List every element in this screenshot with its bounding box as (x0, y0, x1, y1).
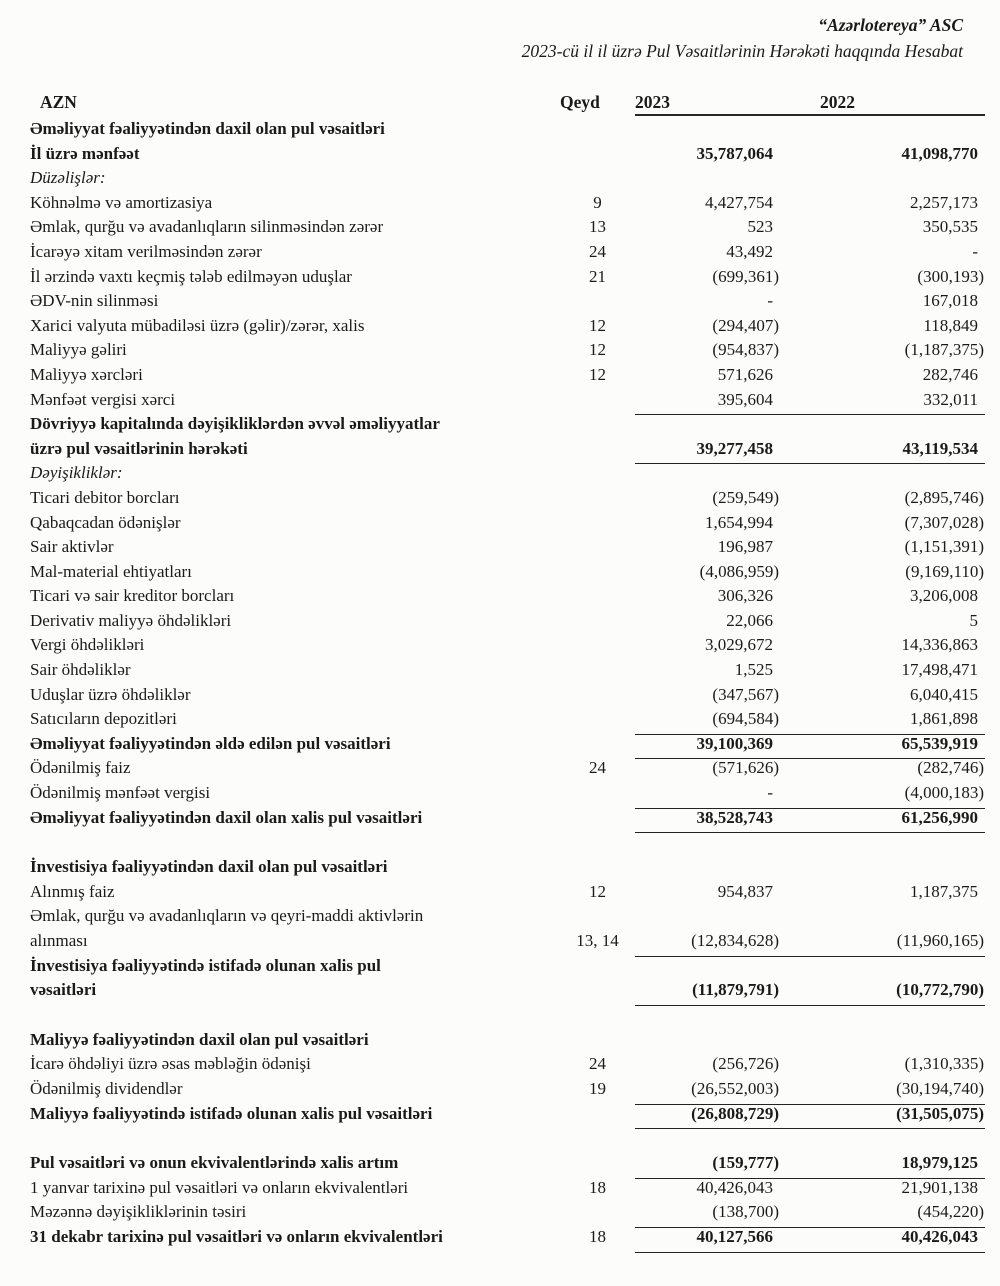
row-value-2023: 954,837 (717, 881, 773, 901)
row-label: 1 yanvar tarixinə pul vəsaitləri və onların ekvivalentləri (30, 1177, 409, 1197)
row-label: Derivativ maliyyə öhdəlikləri (30, 610, 232, 630)
row-value-2023: 4,427,754 (705, 192, 773, 212)
row-value-2023: 40,127,566 (696, 1226, 773, 1246)
row-value-2023 (635, 1028, 780, 1053)
row-label: Sair öhdəliklər (30, 660, 131, 680)
row-value-2022: (1,187,375) (904, 340, 984, 360)
table-row (30, 633, 985, 658)
row-value-2023: (4,086,959) (699, 561, 779, 581)
report-title: 2023-cü il il üzrə Pul Vəsaitlərinin Hərəkəti haqqında Hesabat (521, 41, 963, 61)
row-label: Dəyişikliklər: (30, 463, 123, 483)
row-value-2022: 18,979,125 (901, 1153, 978, 1173)
row-label: Ödənilmiş faiz (30, 758, 131, 778)
row-value-2022 (820, 166, 985, 191)
row-value-2023: (12,834,628) (691, 931, 779, 950)
row-value-2022: 282,746 (922, 364, 978, 384)
row-value-2023: 3,029,672 (705, 635, 773, 655)
row-label: Ödənilmiş mənfəət vergisi (30, 783, 211, 803)
row-value-2022: (7,307,028) (904, 512, 984, 532)
row-value-2023: - (767, 783, 773, 803)
row-label: Maliyyə gəliri (30, 340, 127, 360)
row-value-2023: 571,626 (717, 364, 773, 384)
row-value-2022: 332,011 (923, 389, 978, 409)
row-value-2022: (11,960,165) (896, 931, 984, 950)
table-row (30, 880, 985, 905)
row-value-2023: (138,700) (712, 1202, 779, 1222)
table-row (30, 166, 985, 191)
row-value-2023: 306,326 (717, 586, 773, 606)
row-label: Vergi öhdəlikləri (30, 635, 145, 655)
row-label: Xarici valyuta mübadiləsi üzrə (gəlir)/zərər, xalis (30, 315, 365, 335)
row-value-2022: 14,336,863 (901, 635, 978, 655)
row-label: Pul vəsaitləri və onun ekvivalentlərində xalis artım (30, 1153, 399, 1173)
row-value-2023: 1,525 (734, 660, 773, 680)
row-value-2023: 39,100,369 (696, 733, 773, 753)
table-row (30, 1052, 985, 1077)
table-row (30, 215, 985, 240)
row-label: 31 dekabr tarixinə pul vəsaitləri və onların ekvivalentləri (30, 1226, 443, 1246)
row-value-2023: (26,552,003) (691, 1078, 779, 1098)
table-row (30, 388, 985, 413)
table-row (30, 954, 985, 1003)
table-row (30, 338, 985, 363)
row-value-2022: (10,772,790) (896, 980, 984, 1000)
row-value-2022: (300,193) (917, 266, 984, 286)
table-row (30, 806, 985, 831)
row-label: İl üzrə mənfəət (30, 143, 140, 163)
row-value-2022: 61,256,990 (901, 807, 978, 827)
row-value-2022: (282,746) (917, 758, 984, 778)
row-value-2023 (635, 855, 780, 880)
row-note-ref: 18 (589, 1226, 606, 1246)
row-note-ref: 24 (589, 758, 606, 778)
table-row (30, 486, 985, 511)
table-row (30, 1176, 985, 1201)
row-note-ref: 24 (589, 1054, 606, 1074)
column-header-2022: 2022 (820, 92, 855, 112)
row-label: Ticari debitor borcları (30, 487, 180, 507)
row-value-2022: (2,895,746) (904, 487, 984, 507)
row-value-2022: - (972, 241, 978, 261)
row-value-2022 (820, 461, 985, 486)
column-header-note: Qeyd (560, 92, 600, 112)
table-row (30, 117, 985, 142)
row-value-2023: (256,726) (712, 1054, 779, 1074)
row-note-ref: 13, 14 (576, 931, 619, 950)
row-note-ref: 13 (589, 217, 606, 237)
row-value-2022 (820, 855, 985, 880)
row-note-ref: 12 (589, 315, 606, 335)
row-note-ref: 19 (589, 1078, 606, 1098)
row-value-2023: (694,584) (712, 709, 779, 729)
row-value-2023: (571,626) (712, 758, 779, 778)
document-header (30, 12, 985, 64)
row-value-2022: 6,040,415 (910, 684, 978, 704)
row-value-2022: 118,849 (923, 315, 978, 335)
table-row (30, 1102, 985, 1127)
row-note-ref: 12 (589, 881, 606, 901)
table-row (30, 289, 985, 314)
row-label: İcarə öhdəliyi üzrə əsas məbləğin ödənişi (30, 1054, 311, 1074)
row-label: Əməliyyat fəaliyyətindən əldə edilən pul vəsaitləri (30, 733, 391, 753)
table-row (30, 560, 985, 585)
row-value-2022: 41,098,770 (901, 143, 978, 163)
row-value-2023 (635, 461, 780, 486)
column-header-currency: AZN (40, 92, 77, 112)
row-label: Əmlak, qurğu və avadanlıqların silinməsindən zərər (30, 217, 384, 237)
row-value-2022: 65,539,919 (901, 733, 978, 753)
table-row (30, 732, 985, 757)
row-note-ref: 9 (593, 192, 602, 212)
row-label: Əməliyyat fəaliyyətindən daxil olan pul vəsaitləri (30, 119, 385, 138)
row-label: Sair aktivlər (30, 537, 114, 557)
row-note-ref: 21 (589, 266, 606, 286)
table-row (30, 1200, 985, 1225)
statement-body (30, 117, 985, 1250)
table-row (30, 1028, 985, 1053)
row-value-2022: (31,505,075) (896, 1103, 984, 1123)
row-value-2022: 167,018 (922, 291, 978, 311)
table-row (30, 855, 985, 880)
row-value-2022: 5 (969, 610, 978, 630)
table-row (30, 461, 985, 486)
table-row (30, 142, 985, 167)
column-header-2023: 2023 (635, 92, 670, 112)
row-value-2022: 350,535 (922, 217, 978, 237)
row-label: Düzəlişlər: (30, 168, 106, 188)
table-row (30, 314, 985, 339)
table-row (30, 535, 985, 560)
row-label: Satıcıların depozitləri (30, 709, 177, 729)
row-value-2023: 523 (747, 217, 773, 237)
row-label: Köhnəlmə və amortizasiya (30, 192, 213, 212)
row-value-2023: (954,837) (712, 340, 779, 360)
row-value-2022: (1,151,391) (904, 537, 984, 557)
table-row (30, 412, 985, 461)
row-label: Maliyyə fəaliyyətində istifadə olunan xalis pul vəsaitləri (30, 1103, 433, 1123)
row-label: Maliyyə fəaliyyətindən daxil olan pul vəsaitləri (30, 1029, 369, 1049)
row-value-2022: 1,187,375 (910, 881, 978, 901)
row-label: Məzənnə dəyişikliklərinin təsiri (30, 1202, 247, 1222)
row-value-2023: (699,361) (712, 266, 779, 286)
row-label: Mənfəət vergisi xərci (30, 389, 176, 409)
row-label: Alınmış faiz (30, 881, 115, 901)
table-row (30, 191, 985, 216)
table-row (30, 240, 985, 265)
row-value-2022: 21,901,138 (901, 1177, 978, 1197)
row-value-2023: (259,549) (712, 487, 779, 507)
row-note-ref: 18 (589, 1177, 606, 1197)
row-value-2023: (11,879,791) (692, 980, 779, 1000)
row-label: İnvestisiya fəaliyyətindən daxil olan pul vəsaitləri (30, 857, 388, 877)
row-value-2023 (635, 117, 780, 142)
row-value-2023: 1,654,994 (705, 512, 773, 532)
row-note-ref: 12 (589, 340, 606, 360)
table-row (30, 1151, 985, 1176)
row-value-2022: 2,257,173 (910, 192, 978, 212)
row-value-2023: 395,604 (717, 389, 773, 409)
table-row (30, 781, 985, 806)
row-value-2022: 1,861,898 (910, 709, 978, 729)
row-value-2023: 196,987 (717, 537, 773, 557)
row-label: ƏDV-nin silinməsi (30, 291, 159, 311)
row-label: İcarəyə xitam verilməsindən zərər (30, 241, 262, 261)
table-column-header (30, 90, 985, 114)
row-value-2022: (4,000,183) (904, 783, 984, 803)
row-value-2022 (820, 1028, 985, 1053)
table-row (30, 584, 985, 609)
table-row (30, 707, 985, 732)
row-label: Ödənilmiş dividendlər (30, 1078, 183, 1098)
table-row (30, 363, 985, 388)
row-value-2022: (1,310,335) (904, 1054, 984, 1074)
table-row (30, 265, 985, 290)
row-label: İnvestisiya fəaliyyətində istifadə olunan xalis pul vəsaitləri (30, 955, 381, 1000)
table-row (30, 904, 985, 953)
row-label: Əməliyyat fəaliyyətindən daxil olan xalis pul vəsaitləri (30, 807, 423, 827)
row-label: Ticari və sair kreditor borcları (30, 586, 235, 606)
table-row (30, 683, 985, 708)
row-value-2022: (454,220) (917, 1202, 984, 1222)
row-label: İl ərzində vaxtı keçmiş tələb edilməyən uduşlar (30, 266, 352, 286)
row-value-2022: 17,498,471 (901, 660, 978, 680)
row-value-2023: 40,426,043 (696, 1177, 773, 1197)
row-label: Uduşlar üzrə öhdəliklər (30, 684, 191, 704)
row-value-2023: 35,787,064 (696, 143, 773, 163)
row-value-2023: (159,777) (712, 1153, 779, 1173)
table-row (30, 609, 985, 634)
table-row (30, 1077, 985, 1102)
row-value-2022: 43,119,534 (902, 438, 978, 458)
company-name: “Azərlotereya” ASC (818, 15, 963, 35)
row-value-2022: 40,426,043 (901, 1226, 978, 1246)
row-value-2023: 22,066 (726, 610, 773, 630)
row-value-2022: (9,169,110) (905, 561, 984, 581)
row-value-2023: 39,277,458 (696, 438, 773, 458)
row-value-2023: - (767, 291, 773, 311)
table-row (30, 1225, 985, 1250)
row-label: Qabaqcadan ödənişlər (30, 512, 181, 532)
row-value-2023: (294,407) (712, 315, 779, 335)
table-row (30, 658, 985, 683)
table-row (30, 511, 985, 536)
row-value-2022 (820, 117, 985, 142)
row-value-2023: (26,808,729) (691, 1103, 779, 1123)
row-value-2023: 38,528,743 (696, 807, 773, 827)
row-label: Mal-material ehtiyatları (30, 561, 192, 581)
row-value-2022: 3,206,008 (910, 586, 978, 606)
row-note-ref: 12 (589, 364, 606, 384)
table-row (30, 756, 985, 781)
row-value-2023: 43,492 (726, 241, 773, 261)
row-value-2022: (30,194,740) (896, 1078, 984, 1098)
row-label: Maliyyə xərcləri (30, 364, 143, 384)
row-label: Əmlak, qurğu və avadanlıqların və qeyri-maddi aktivlərin alınması (30, 906, 424, 950)
row-note-ref: 24 (589, 241, 606, 261)
row-value-2023 (635, 166, 780, 191)
row-label: Dövriyyə kapitalında dəyişikliklərdən əvvəl əməliyyatlar üzrə pul vəsaitlərinin hərəkəti (30, 414, 440, 458)
row-value-2023: (347,567) (712, 684, 779, 704)
